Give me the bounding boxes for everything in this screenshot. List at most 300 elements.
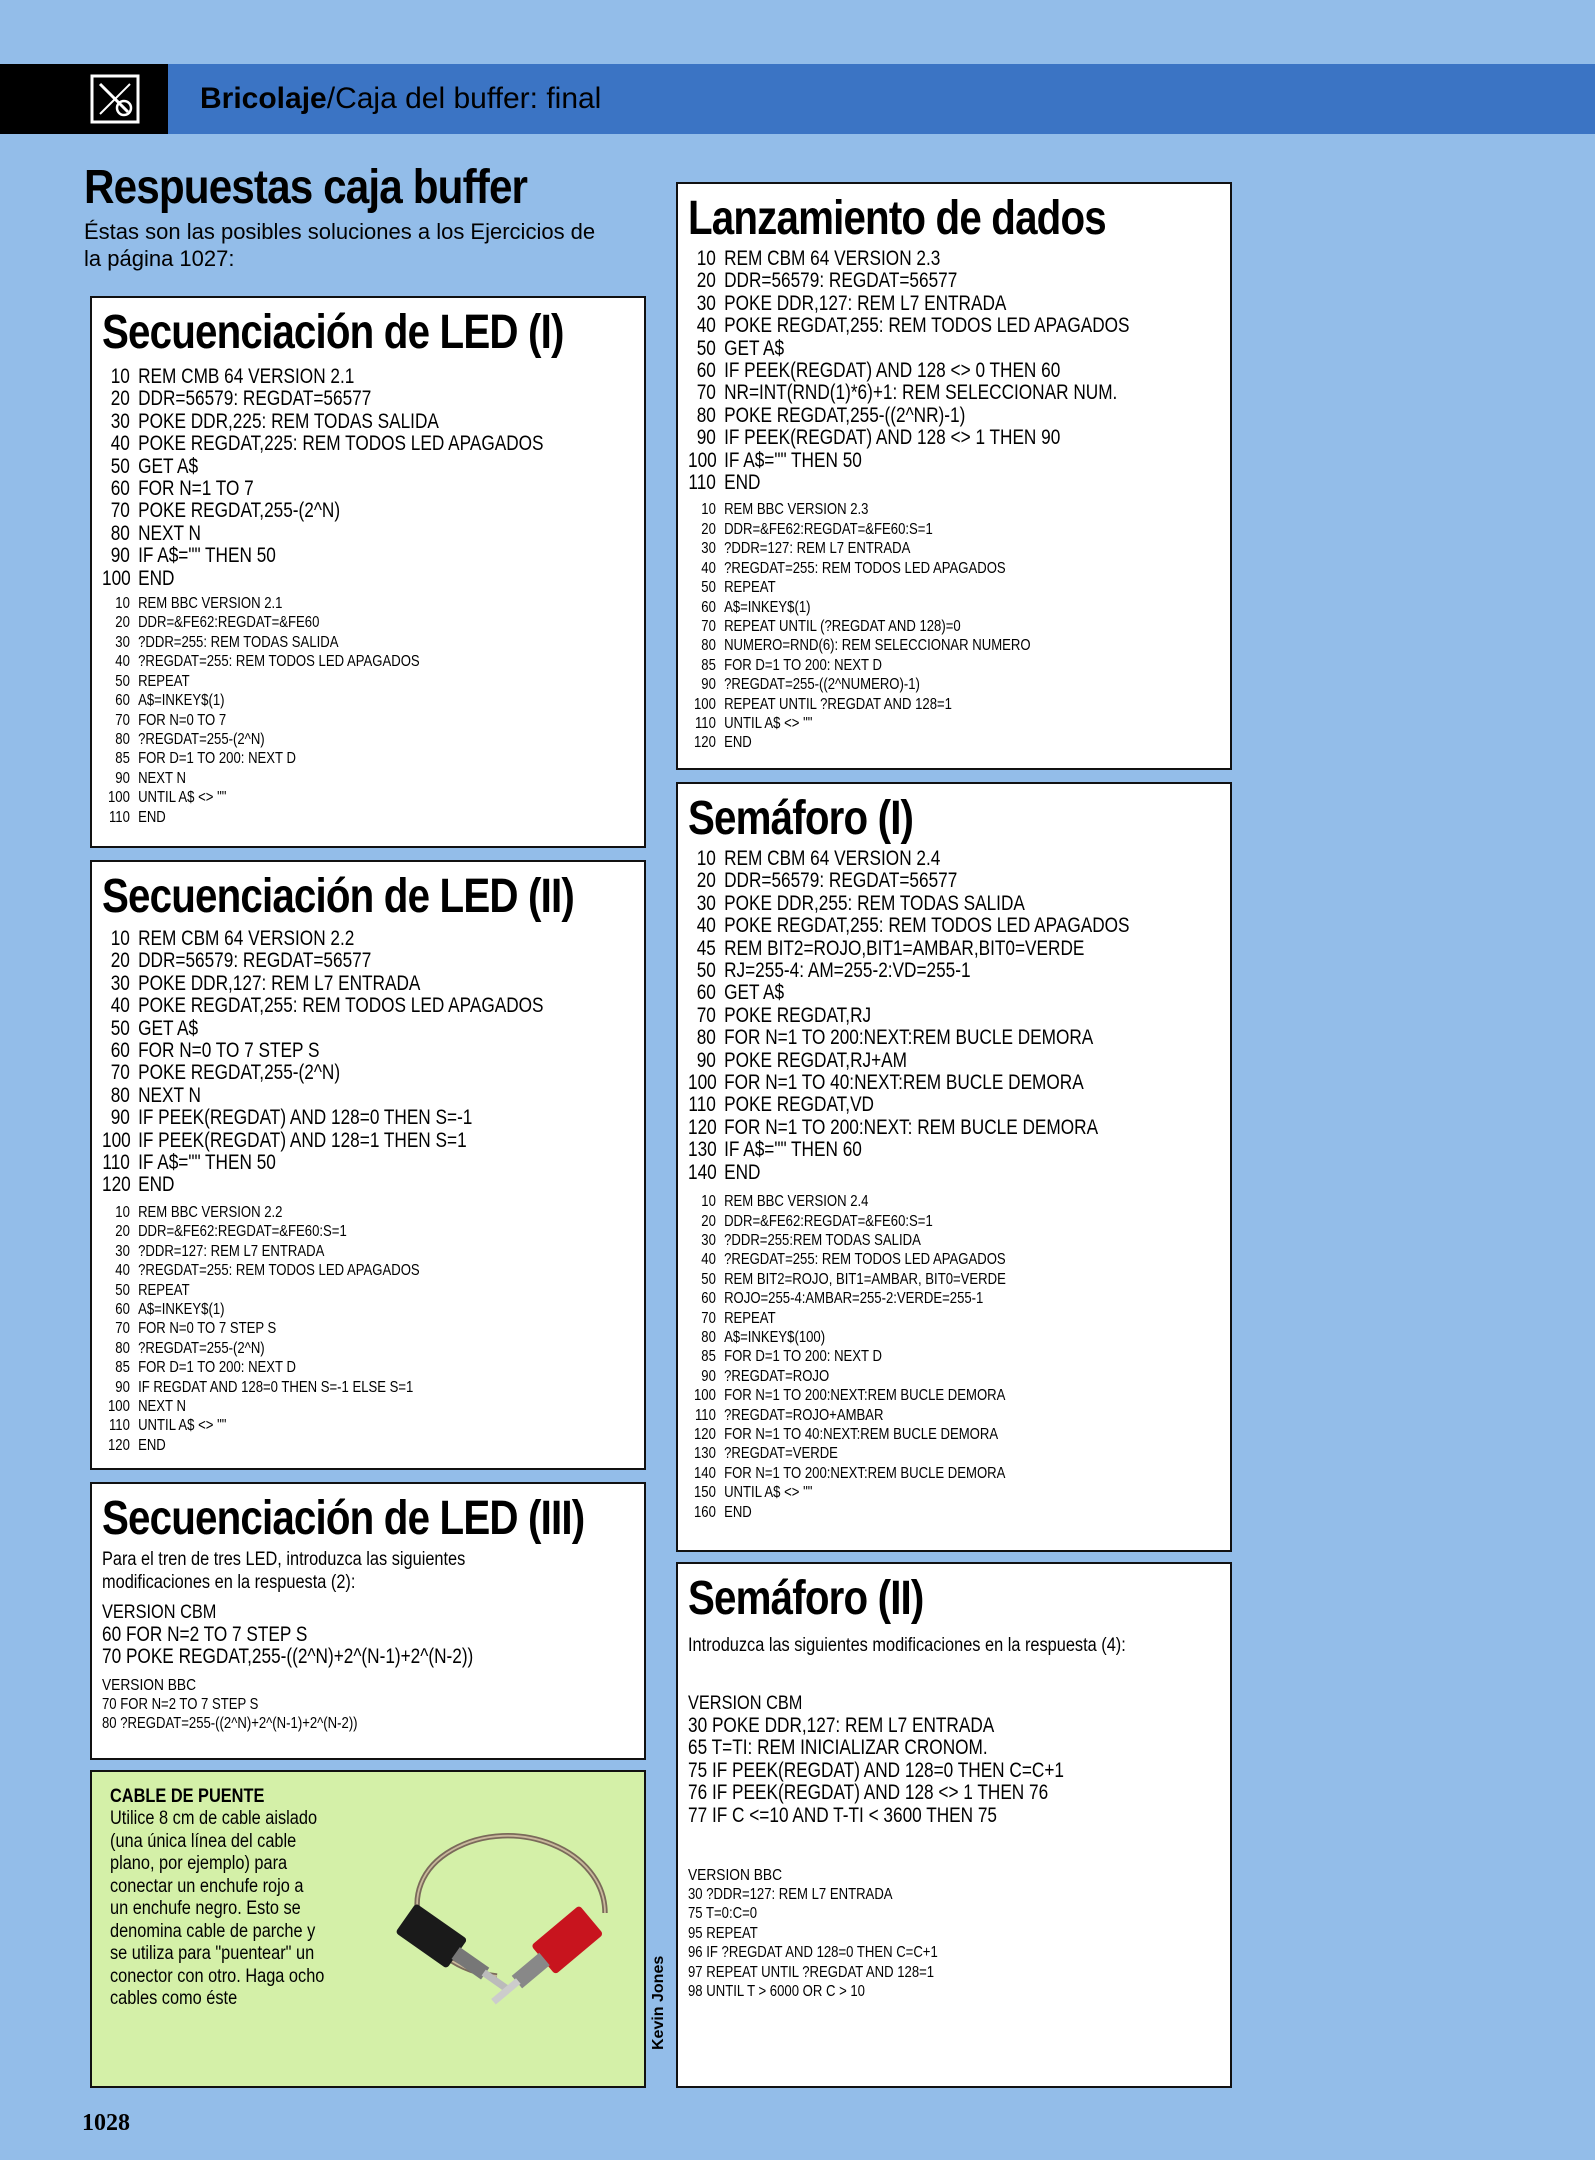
code-line — [102, 456, 538, 478]
line-number: 20 — [110, 949, 130, 973]
line-number: 110 — [108, 808, 130, 826]
code-line — [102, 568, 538, 590]
line-code: IF A$="" THEN 50 — [138, 1151, 276, 1175]
line-number: 110 — [688, 471, 716, 495]
code-line — [688, 1737, 1124, 1759]
line-code: ?REGDAT=255: REM TODOS LED APAGADOS — [724, 559, 1006, 577]
code-line — [102, 788, 538, 807]
code-line — [688, 248, 1124, 270]
line-number: 110 — [694, 1406, 716, 1424]
line-number: 40 — [701, 1251, 716, 1269]
code-line — [688, 1444, 1124, 1463]
code-line — [102, 366, 538, 388]
code-line — [688, 1072, 1124, 1094]
line-code: UNTIL A$ <> "" — [138, 1417, 227, 1435]
page-number: 1028 — [82, 2110, 130, 2136]
line-code: A$=INKEY$(1) — [138, 692, 225, 710]
line-number: 20 — [701, 520, 716, 538]
code-line — [102, 672, 538, 691]
line-number: 60 — [696, 981, 716, 1005]
line-code: REPEAT — [724, 1309, 776, 1327]
code-line — [102, 730, 538, 749]
line-number: 100 — [102, 1128, 131, 1152]
code-line — [688, 539, 1124, 558]
line-code: ?REGDAT=VERDE — [724, 1445, 838, 1463]
line-number: 10 — [696, 247, 716, 270]
line-code: POKE DDR,255: REM TODAS SALIDA — [724, 891, 1025, 915]
code-line — [688, 1924, 1124, 1943]
code-line — [688, 1464, 1124, 1483]
panel-led-3 — [90, 1482, 646, 1760]
line-code: REM BBC VERSION 2.2 — [138, 1203, 283, 1221]
patch-cable-illustration — [362, 1812, 632, 2032]
line-number: 40 — [115, 1262, 130, 1280]
code-line — [688, 848, 1124, 870]
line-code: A$=INKEY$(1) — [138, 1300, 225, 1318]
line-code: FOR D=1 TO 200: NEXT D — [724, 1348, 882, 1366]
line-code: IF PEEK(REGDAT) AND 128=1 THEN S=1 — [138, 1128, 467, 1152]
line-number: 10 — [701, 501, 716, 519]
line-code: POKE DDR,127: REM L7 ENTRADA — [711, 1714, 995, 1737]
line-code: DDR=56579: REGDAT=56577 — [724, 269, 958, 293]
line-code: DDR=56579: REGDAT=56577 — [138, 387, 372, 411]
line-number: 97 — [688, 1963, 707, 1981]
line-number: 70 — [696, 381, 716, 405]
code-line — [688, 1963, 1124, 1982]
line-code: POKE REGDAT,255-((2^NR)-1) — [724, 403, 966, 427]
line-number: 90 — [696, 1048, 716, 1072]
line-code: IF PEEK(REGDAT) AND 128 <> 0 THEN 60 — [724, 359, 1061, 383]
line-number: 110 — [108, 1417, 130, 1435]
code-line — [102, 523, 538, 545]
line-code: REM CBM 64 VERSION 2.2 — [138, 927, 355, 950]
line-number: 95 — [688, 1924, 707, 1942]
code-line — [102, 1339, 538, 1358]
code-line — [688, 733, 1124, 752]
line-number: 77 — [688, 1803, 712, 1827]
code-line — [102, 1152, 538, 1174]
code-line — [688, 450, 1124, 472]
line-code: IF PEEK(REGDAT) AND 128 <> 1 THEN 90 — [724, 426, 1061, 450]
code-line — [688, 982, 1124, 1004]
line-code: NEXT N — [138, 521, 201, 545]
line-number: 120 — [102, 1173, 131, 1197]
code-line — [102, 411, 538, 433]
code-line — [688, 870, 1124, 892]
line-number: 20 — [701, 1212, 716, 1230]
compass-logo-icon — [90, 74, 140, 124]
line-code: END — [138, 1436, 166, 1454]
code-line — [102, 545, 538, 567]
code-line — [688, 1760, 1124, 1782]
line-code: FOR N=1 TO 200:NEXT:REM BUCLE DEMORA — [724, 1464, 1006, 1482]
code-line — [688, 1027, 1124, 1049]
line-number: 85 — [701, 1348, 716, 1366]
panel-dice — [676, 182, 1232, 770]
intro-text: Éstas son las posibles soluciones a los Ejercicios de la página 1027: — [84, 219, 596, 271]
page-header-title: Bricolaje/Caja del buffer: final — [200, 82, 602, 115]
bbc-label: VERSION BBC — [688, 1867, 783, 1885]
line-number: 130 — [693, 1445, 716, 1463]
code-line — [102, 769, 538, 788]
code-line — [688, 714, 1124, 733]
line-number: 50 — [696, 959, 716, 983]
line-number: 70 — [115, 1320, 130, 1338]
line-number: 80 — [701, 637, 716, 655]
panel-title: Secuenciación de LED (III) — [102, 1492, 585, 1545]
line-code: END — [724, 1160, 761, 1184]
code-line — [102, 1378, 538, 1397]
bbc-code — [688, 1192, 1124, 1522]
panel-title: Semáforo (II) — [688, 1572, 924, 1625]
line-code: GET A$ — [724, 981, 785, 1005]
line-code: GET A$ — [724, 336, 785, 360]
line-code: FOR D=1 TO 200: NEXT D — [138, 1359, 296, 1377]
code-line — [688, 636, 1124, 655]
line-number: 20 — [115, 1223, 130, 1241]
line-number: 98 — [688, 1983, 707, 2001]
line-code: ?REGDAT=255: REM TODOS LED APAGADOS — [138, 653, 420, 671]
line-code: REPEAT — [138, 1281, 190, 1299]
line-code: DDR=&FE62:REGDAT=&FE60:S=1 — [724, 1212, 933, 1230]
line-number: 20 — [115, 614, 130, 632]
code-line — [102, 1624, 538, 1646]
code-line — [102, 1416, 538, 1435]
bbc-code — [102, 594, 538, 827]
code-line — [102, 1714, 538, 1733]
line-code: REPEAT — [706, 1924, 758, 1942]
line-number: 70 — [102, 1645, 126, 1669]
line-number: 110 — [102, 1151, 130, 1175]
bbc-label: VERSION BBC — [102, 1676, 197, 1694]
line-number: 160 — [693, 1503, 716, 1521]
code-line — [688, 559, 1124, 578]
line-number: 90 — [110, 544, 130, 568]
line-code: ?REGDAT=ROJO — [724, 1367, 830, 1385]
code-line — [102, 711, 538, 730]
code-line — [102, 388, 538, 410]
line-code: ?REGDAT=255-(2^N) — [138, 730, 265, 748]
line-number: 80 — [696, 403, 716, 427]
line-code: REM CMB 64 VERSION 2.1 — [138, 365, 355, 388]
panel-note: Para el tren de tres LED, introduzca las siguientes modificaciones en la respuesta (2): — [102, 1549, 466, 1593]
code-line — [688, 405, 1124, 427]
code-line — [102, 1222, 538, 1241]
line-number: 20 — [696, 869, 716, 893]
code-line — [102, 691, 538, 710]
line-number: 96 — [688, 1944, 707, 1962]
line-code: UNTIL A$ <> "" — [724, 714, 813, 732]
code-line — [102, 1018, 538, 1040]
code-line — [688, 1943, 1124, 1962]
cbm-code — [102, 927, 544, 1197]
line-code: POKE REGDAT,255-((2^N)+2^(N-1)+2^(N-2)) — [125, 1645, 474, 1669]
code-line — [688, 1885, 1124, 1904]
code-line — [102, 1358, 538, 1377]
line-code: REM CBM 64 VERSION 2.4 — [724, 847, 941, 870]
line-code: END — [724, 734, 752, 752]
code-line — [688, 893, 1124, 915]
panel-semaforo-2 — [676, 1562, 1232, 2088]
code-line — [102, 1174, 538, 1196]
panel-led-1 — [90, 296, 646, 848]
code-line — [102, 1040, 538, 1062]
line-number: 50 — [115, 672, 130, 690]
code-line — [688, 1715, 1124, 1737]
line-code: REPEAT — [724, 579, 776, 597]
line-number: 10 — [115, 595, 130, 613]
line-number: 30 — [110, 971, 130, 995]
line-code: POKE REGDAT,VD — [724, 1093, 874, 1117]
line-code: REPEAT — [138, 672, 190, 690]
line-number: 80 — [110, 1083, 130, 1107]
red-plug — [481, 1905, 603, 2016]
line-number: 70 — [110, 1061, 130, 1085]
code-line — [688, 1309, 1124, 1328]
code-line — [102, 994, 544, 1018]
line-number: 50 — [115, 1281, 130, 1299]
code-line — [688, 1328, 1124, 1347]
line-code: FOR N=1 TO 40:NEXT:REM BUCLE DEMORA — [724, 1071, 1084, 1095]
code-line — [688, 1250, 1124, 1269]
code-line — [102, 1646, 538, 1668]
line-number: 110 — [694, 714, 716, 732]
line-number: 120 — [688, 1115, 717, 1139]
line-number: 140 — [693, 1464, 716, 1482]
cbm-label: VERSION CBM — [688, 1693, 803, 1714]
panel-cable — [90, 1770, 646, 2088]
line-code: IF REGDAT AND 128=0 THEN S=-1 ELSE S=1 — [138, 1378, 414, 1396]
line-code: POKE DDR,225: REM TODAS SALIDA — [138, 409, 439, 433]
code-line — [688, 578, 1124, 597]
code-line — [102, 594, 538, 613]
code-line — [688, 1094, 1124, 1116]
line-number: 60 — [115, 692, 130, 710]
line-code: REM CBM 64 VERSION 2.3 — [724, 247, 941, 270]
code-line — [688, 1231, 1124, 1250]
line-code: POKE DDR,127: REM L7 ENTRADA — [724, 291, 1007, 315]
line-number: 70 — [701, 1309, 716, 1327]
cable-text: Utilice 8 cm de cable aislado (una única línea del cable plano, por ejemplo) para conectar un enchufe rojo a un enchufe negro. Esto se denomina cable de parche y se utiliza para "puentear" un conector con otro. Haga ocho cables como éste — [110, 1808, 325, 2009]
line-number: 100 — [107, 1397, 130, 1415]
code-line — [102, 1085, 538, 1107]
line-number: 90 — [696, 426, 716, 450]
line-number: 85 — [701, 656, 716, 674]
line-number: 80 — [115, 1339, 130, 1357]
code-line — [688, 1270, 1124, 1289]
line-number: 90 — [110, 1106, 130, 1130]
code-line — [688, 382, 1124, 404]
code-line — [688, 914, 1130, 938]
code-line — [102, 633, 538, 652]
line-code: DDR=&FE62:REGDAT=&FE60:S=1 — [724, 520, 933, 538]
code-line — [688, 500, 1124, 519]
line-code: IF A$="" THEN 50 — [724, 448, 862, 472]
line-number: 30 — [115, 1242, 130, 1260]
code-line — [688, 472, 1124, 494]
code-line — [102, 478, 538, 500]
cbm-code — [688, 847, 1130, 1184]
line-number: 80 — [701, 1328, 716, 1346]
panel-title: Secuenciación de LED (I) — [102, 306, 564, 359]
line-code: REM BBC VERSION 2.3 — [724, 501, 869, 519]
line-code: ?DDR=127: REM L7 ENTRADA — [138, 1242, 325, 1260]
code-line — [688, 270, 1124, 292]
code-line — [688, 1367, 1124, 1386]
line-number: 100 — [688, 448, 717, 472]
line-code: RJ=255-4: AM=255-2:VD=255-1 — [724, 959, 971, 983]
line-code: REM BBC VERSION 2.1 — [138, 595, 283, 613]
line-code: POKE REGDAT,255: REM TODOS LED APAGADOS — [724, 914, 1130, 938]
line-code: POKE REGDAT,255: REM TODOS LED APAGADOS — [138, 994, 544, 1018]
cable-title: CABLE DE PUENTE — [110, 1786, 265, 1807]
code-line — [102, 808, 538, 827]
line-code: UNTIL A$ <> "" — [724, 1484, 813, 1502]
code-line — [102, 652, 538, 671]
code-line — [688, 1982, 1124, 2001]
line-number: 30 — [696, 291, 716, 315]
line-number: 65 — [688, 1736, 712, 1760]
line-number: 100 — [107, 789, 130, 807]
line-code: NEXT N — [138, 1083, 201, 1107]
line-number: 80 — [115, 730, 130, 748]
line-code: REM BIT2=ROJO,BIT1=AMBAR,BIT0=VERDE — [724, 936, 1085, 960]
code-line — [688, 656, 1124, 675]
line-number: 75 — [688, 1758, 712, 1782]
code-line — [102, 1397, 538, 1416]
line-code: FOR N=2 TO 7 STEP S — [120, 1695, 259, 1713]
line-number: 60 — [115, 1300, 130, 1318]
line-number: 50 — [110, 1016, 130, 1040]
line-number: 90 — [115, 769, 130, 787]
line-code: IF A$="" THEN 60 — [724, 1138, 862, 1162]
line-number: 45 — [696, 936, 716, 960]
line-code: ?REGDAT=255-(2^N) — [138, 1339, 265, 1357]
line-number: 10 — [696, 847, 716, 870]
bbc-code — [102, 1695, 538, 1734]
code-line — [688, 1904, 1124, 1923]
line-number: 60 — [701, 598, 716, 616]
code-line — [688, 1162, 1124, 1184]
line-code: ?REGDAT=ROJO+AMBAR — [724, 1406, 884, 1424]
code-line — [102, 1203, 538, 1222]
line-number: 40 — [696, 914, 716, 938]
line-code: DDR=&FE62:REGDAT=&FE60 — [138, 614, 320, 632]
code-line — [102, 950, 538, 972]
line-number: 30 — [701, 1231, 716, 1249]
code-line — [688, 617, 1124, 636]
line-code: IF PEEK(REGDAT) AND 128 <> 1 THEN 76 — [711, 1781, 1049, 1805]
line-number: 40 — [701, 559, 716, 577]
code-line — [688, 1050, 1124, 1072]
line-number: 30 — [688, 1714, 712, 1737]
line-code: ?DDR=255: REM TODAS SALIDA — [138, 633, 339, 651]
line-code: IF PEEK(REGDAT) AND 128=0 THEN C=C+1 — [711, 1758, 1064, 1782]
line-code: END — [138, 1173, 175, 1197]
line-number: 100 — [693, 695, 716, 713]
code-line — [102, 1436, 538, 1455]
code-line — [102, 928, 538, 950]
code-line — [688, 675, 1124, 694]
line-code: POKE REGDAT,225: REM TODOS LED APAGADOS — [138, 432, 544, 456]
line-number: 80 — [110, 521, 130, 545]
panel-title: Lanzamiento de dados — [688, 192, 1106, 245]
line-code: A$=INKEY$(100) — [724, 1328, 826, 1346]
line-number: 90 — [115, 1378, 130, 1396]
line-code: ?DDR=255:REM TODAS SALIDA — [724, 1231, 921, 1249]
line-number: 120 — [693, 734, 716, 752]
line-number: 85 — [115, 750, 130, 768]
line-number: 100 — [693, 1387, 716, 1405]
line-number: 60 — [696, 359, 716, 383]
bbc-code — [688, 500, 1124, 752]
code-line — [102, 500, 538, 522]
line-code: FOR N=0 TO 7 STEP S — [138, 1320, 277, 1338]
code-line — [688, 293, 1124, 315]
code-line — [102, 1319, 538, 1338]
line-code: FOR N=2 TO 7 STEP S — [125, 1623, 308, 1646]
line-code: FOR N=1 TO 200:NEXT:REM BUCLE DEMORA — [724, 1026, 1094, 1050]
code-line — [102, 432, 544, 456]
line-number: 110 — [688, 1093, 716, 1117]
line-number: 60 — [701, 1290, 716, 1308]
code-line — [688, 695, 1124, 714]
line-code: ?REGDAT=255-((2^NUMERO)-1) — [724, 676, 920, 694]
cbm-label: VERSION CBM — [102, 1602, 217, 1623]
code-line — [102, 973, 538, 995]
cbm-code — [102, 1624, 538, 1669]
code-line — [688, 1005, 1124, 1027]
line-number: 10 — [701, 1193, 716, 1211]
code-line — [102, 1261, 538, 1280]
line-code: END — [138, 808, 166, 826]
code-line — [688, 1212, 1124, 1231]
line-code: REM BIT2=ROJO, BIT1=AMBAR, BIT0=VERDE — [724, 1270, 1006, 1288]
code-line — [102, 1300, 538, 1319]
code-line — [688, 1805, 1124, 1827]
line-code: POKE REGDAT,255-(2^N) — [138, 499, 341, 523]
line-code: REPEAT UNTIL ?REGDAT AND 128=1 — [706, 1963, 935, 1981]
line-number: 40 — [110, 432, 130, 456]
panel-led-2 — [90, 860, 646, 1470]
cbm-code — [688, 1715, 1124, 1827]
line-number: 60 — [110, 477, 130, 501]
line-code: REPEAT UNTIL ?REGDAT AND 128=1 — [724, 695, 952, 713]
line-code: NEXT N — [138, 1397, 186, 1415]
line-number: 50 — [110, 454, 130, 478]
line-number: 150 — [693, 1484, 716, 1502]
illustrator-credit: Kevin Jones — [650, 1955, 667, 2050]
code-line — [102, 1695, 538, 1714]
line-code: UNTIL A$ <> "" — [138, 789, 227, 807]
line-code: DDR=56579: REGDAT=56577 — [724, 869, 958, 893]
line-number: 70 — [696, 1003, 716, 1027]
line-number: 40 — [115, 653, 130, 671]
line-number: 50 — [696, 336, 716, 360]
code-line — [688, 338, 1124, 360]
line-number: 130 — [688, 1138, 717, 1162]
section-logo — [0, 64, 168, 134]
line-number: 10 — [110, 927, 130, 950]
code-line — [688, 1425, 1124, 1444]
line-code: FOR N=1 TO 7 — [138, 477, 254, 501]
code-line — [688, 1117, 1124, 1139]
code-line — [688, 314, 1130, 338]
line-number: 76 — [688, 1781, 712, 1805]
code-line — [102, 1281, 538, 1300]
code-line — [102, 1130, 538, 1152]
line-number: 100 — [102, 566, 131, 590]
